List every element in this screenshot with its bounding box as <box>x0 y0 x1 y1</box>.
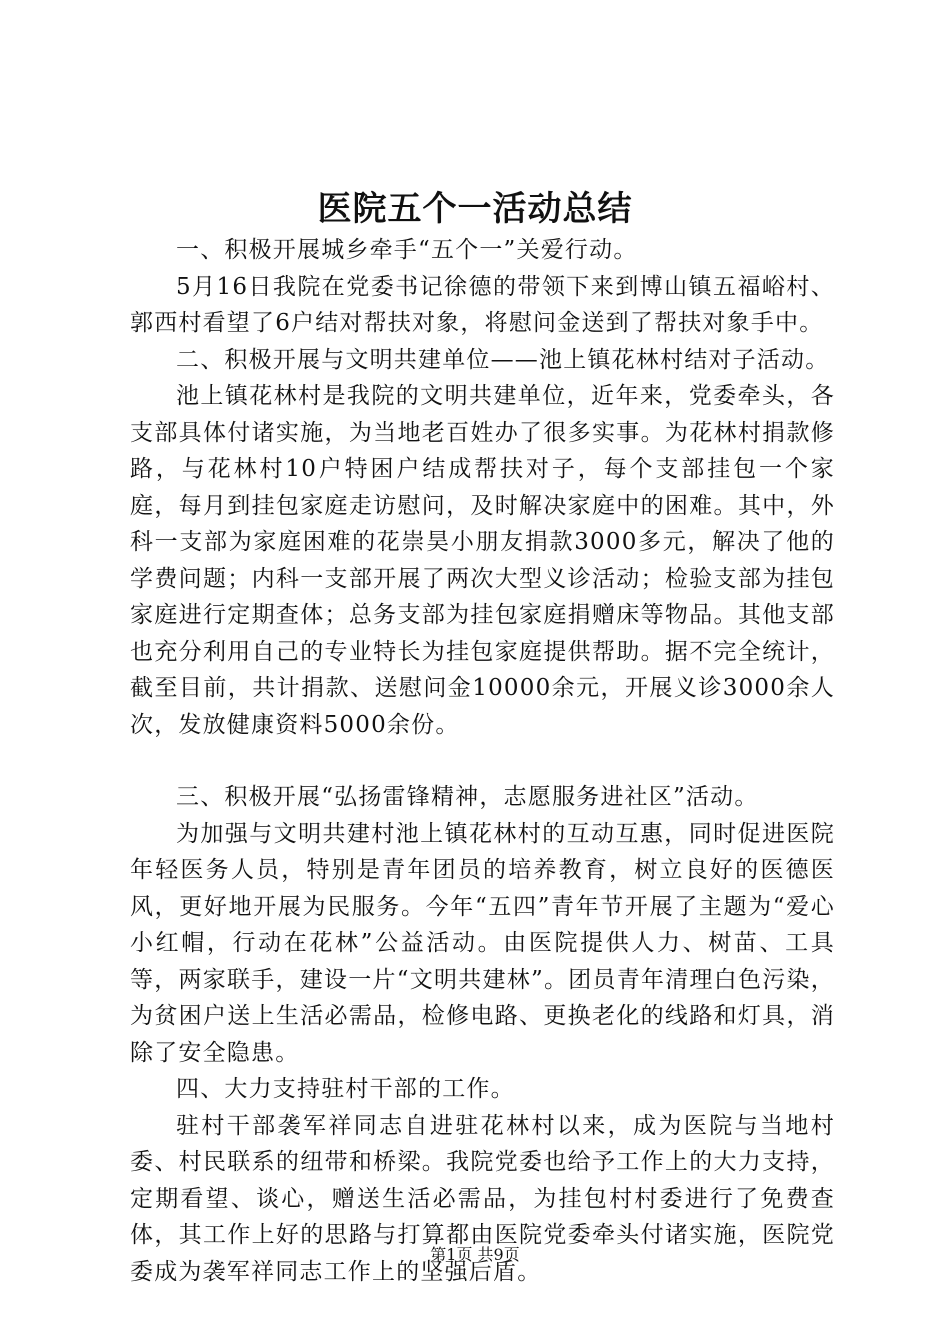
document-title: 医院五个一活动总结 <box>317 189 633 229</box>
section-heading-4: 四、大力支持驻村干部的工作。 <box>176 1076 515 1102</box>
document-body <box>130 232 835 1290</box>
paragraph-1: 5月16日我院在党委书记徐德的带领下来到博山镇五福峪村、郭西村看望了6户结对帮扶对象，将慰问金送到了帮扶对象手中。 <box>130 273 835 336</box>
section-heading-3: 三、积极开展“弘扬雷锋精神，志愿服务进社区”活动。 <box>176 784 759 810</box>
paragraph-3: 为加强与文明共建村池上镇花林村的互动互惠，同时促进医院年轻医务人员，特别是青年团员的培养教育，树立良好的医德医风，更好地开展为民服务。今年“五四”青年节开展了主题为“爱心小红帽，行动在花林”公益活动。由医院提供人力、树苗、工具等，两家联手，建设一片“文明共建林”。团员青年清理白色污染，为贫困户送上生活必需品，检修电路、更换老化的线路和灯具，消除了安全隐患。 <box>130 820 835 1066</box>
section-heading-1: 一、积极开展城乡牵手“五个一”关爱行动。 <box>176 237 638 263</box>
paragraph-gap <box>130 743 835 779</box>
page-number: 第1页 共9页 <box>430 1245 520 1264</box>
paragraph-2: 池上镇花林村是我院的文明共建单位，近年来，党委牵头，各支部具体付诸实施，为当地老百姓办了很多实事。为花林村捐款修路，与花林村10户特困户结成帮扶对子，每个支部挂包一个家庭，每月到挂包家庭走访慰问，及时解决家庭中的困难。其中，外科一支部为家庭困难的花崇昊小朋友捐款3000多元，解决了他的学费问题；内科一支部开展了两次大型义诊活动；检验支部为挂包家庭进行定期查体；总务支部为挂包家庭捐赠床等物品。其他支部也充分利用自己的专业特长为挂包家庭提供帮助。据不完全统计，截至目前，共计捐款、送慰问金10000余元，开展义诊3000余人次，发放健康资料5000余份。 <box>130 383 835 738</box>
section-heading-2: 二、积极开展与文明共建单位——池上镇花林村结对子活动。 <box>176 346 830 373</box>
paragraph-4: 驻村干部袭军祥同志自进驻花林村以来，成为医院与当地村委、村民联系的纽带和桥梁。我院党委也给予工作上的大力支持，定期看望、谈心，赠送生活必需品，为挂包村村委进行了免费查体，其工作上好的思路与打算都由医院党委牵头付诸实施，医院党委成为袭军祥同志工作上的坚强后盾。 <box>130 1112 835 1285</box>
